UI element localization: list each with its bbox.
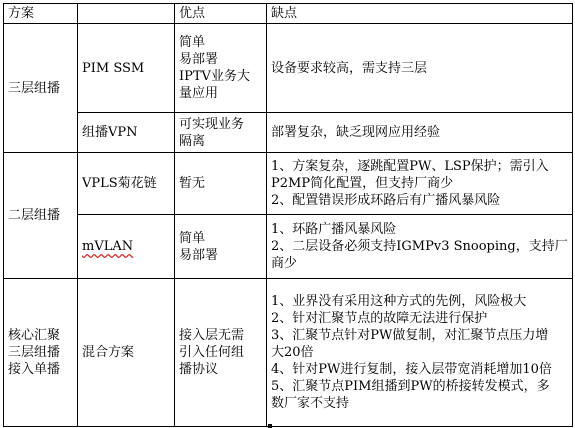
- solution-name: 组播VPN: [82, 125, 138, 140]
- cons-line: 1、业界没有采用这种方式的先例，风险极大: [271, 294, 527, 309]
- pros-line: IPTV业务大: [179, 69, 250, 84]
- header-row: [4, 4, 573, 24]
- comparison-table: [3, 3, 573, 427]
- cons-line: P2MP简化配置，但支持厂商少: [271, 176, 454, 191]
- pros-line: 量应用: [179, 86, 219, 101]
- name-cell: [78, 113, 175, 153]
- pros-line: 引入任何组: [179, 345, 245, 360]
- cons-line: 部署复杂，缺乏现网应用经验: [271, 125, 441, 140]
- cons-line: 设备要求较高，需支持三层: [271, 60, 428, 76]
- cons-line: 2、针对汇聚节点的故障无法进行保护: [271, 311, 488, 326]
- scheme-label: 接入单播: [8, 362, 61, 377]
- cons-cell: [267, 113, 573, 153]
- pros-cell: [175, 113, 267, 153]
- solution-name: PIM SSM: [82, 60, 145, 76]
- cons-line: 2、二层设备必须支持IGMPv3 Snooping，支持厂: [271, 239, 568, 254]
- pros-line: 易部署: [179, 52, 219, 67]
- header-pros: 优点: [175, 4, 267, 24]
- cons-cell: [267, 24, 573, 113]
- table-resize-handle[interactable]: [268, 424, 272, 428]
- table-row: [4, 153, 573, 215]
- cons-line: 数厂家不支持: [271, 396, 350, 411]
- table-row: [4, 113, 573, 153]
- scheme-label: 三层组播: [8, 80, 61, 96]
- scheme-cell: [4, 153, 78, 279]
- pros-line: 简单: [179, 230, 206, 246]
- table-row: [4, 24, 573, 113]
- scheme-label: 二层组播: [8, 208, 61, 223]
- scheme-cell: [4, 24, 78, 153]
- scheme-label: 三层组播: [8, 345, 61, 360]
- cons-line: 3、汇聚节点针对PW做复制，对汇聚节点压力增: [271, 328, 549, 343]
- cons-cell: [267, 279, 573, 427]
- table-row: [4, 279, 573, 427]
- scheme-label: 核心汇聚: [8, 328, 61, 343]
- pros-cell: [175, 24, 267, 113]
- solution-name: mVLAN: [82, 239, 134, 254]
- cons-line: 大20倍: [271, 345, 314, 360]
- cons-line: 1、方案复杂，逐跳配置PW、LSP保护；需引入: [271, 159, 549, 174]
- cons-cell: [267, 153, 573, 215]
- cons-line: 4、针对PW进行复制，接入层带宽消耗增加10倍: [271, 362, 552, 377]
- table-row: [4, 215, 573, 279]
- cons-line: 1、环路广播风暴风险: [271, 222, 397, 237]
- pros-line: 易部署: [179, 247, 219, 263]
- pros-line: 接入层无需: [179, 328, 245, 343]
- pros-line: 隔离: [179, 133, 206, 149]
- pros-cell: [175, 279, 267, 427]
- pros-line: 可实现业务: [179, 116, 245, 132]
- header-cons: 缺点: [267, 4, 573, 24]
- header-name: [78, 4, 175, 24]
- pros-line: 播协议: [179, 362, 219, 377]
- name-cell: [78, 24, 175, 113]
- cons-line: 商少: [271, 256, 298, 271]
- pros-line: 简单: [179, 35, 206, 50]
- cons-cell: [267, 215, 573, 279]
- pros-cell: [175, 153, 267, 215]
- cons-line: 5、汇聚节点PIM组播到PW的桥接转发模式，多: [271, 379, 550, 394]
- name-cell: [78, 215, 175, 279]
- header-scheme: 方案: [4, 4, 78, 24]
- scheme-cell: [4, 279, 78, 427]
- solution-name: 混合方案: [82, 345, 135, 360]
- pros-line: 暂无: [179, 176, 206, 191]
- solution-name: VPLS菊花链: [82, 176, 157, 191]
- name-cell: [78, 279, 175, 427]
- pros-cell: [175, 215, 267, 279]
- name-cell: [78, 153, 175, 215]
- cons-line: 2、配置错误形成环路后有广播风暴风险: [271, 193, 501, 208]
